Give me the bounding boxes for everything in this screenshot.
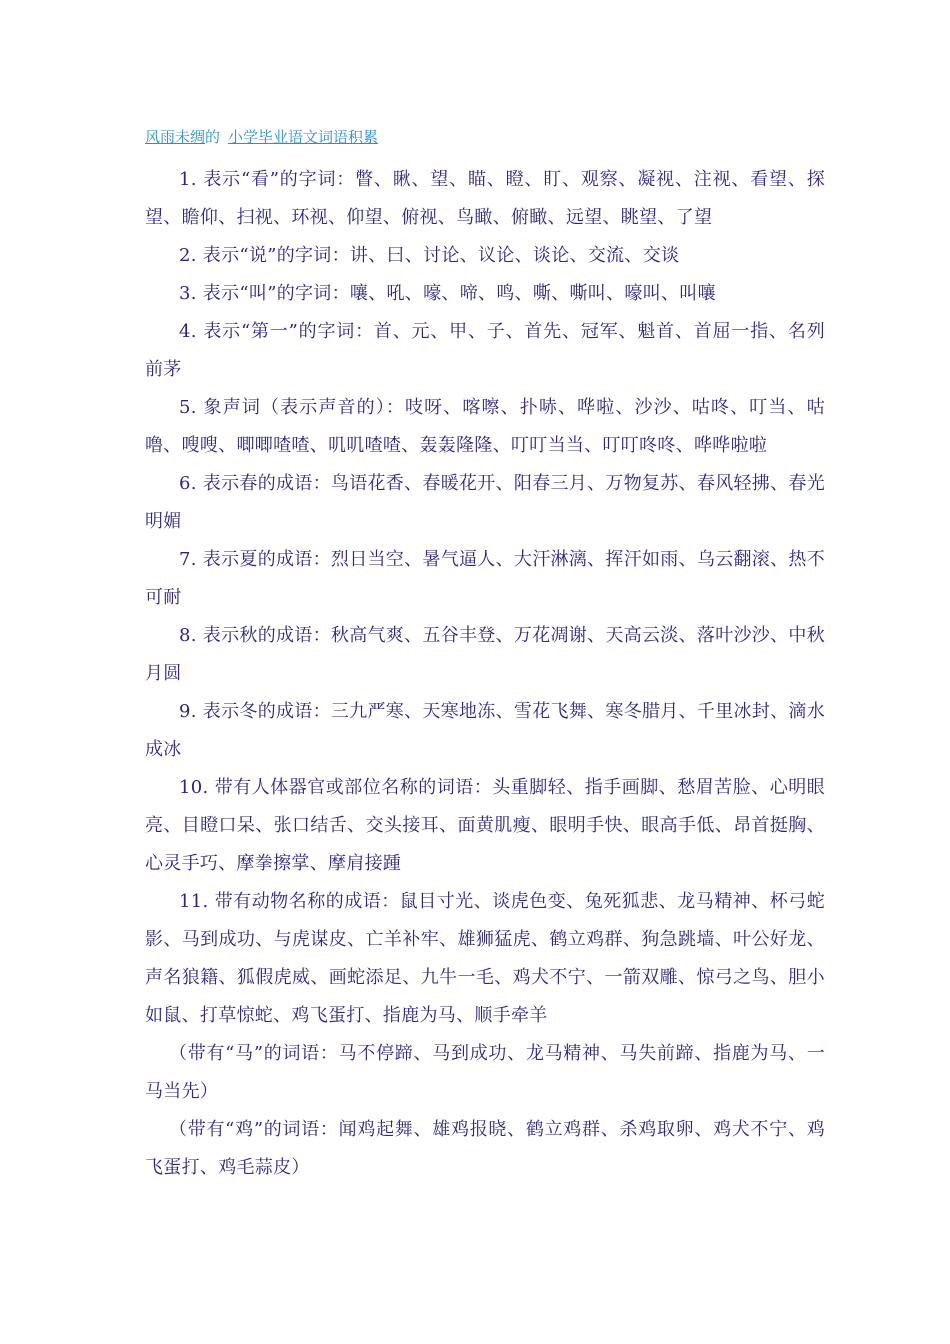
paragraph-9: 9. 表示冬的成语：三九严寒、天寒地冻、雪花飞舞、寒冬腊月、千里冰封、滴水成冰 <box>145 701 825 760</box>
paragraph-2: 2. 表示“说”的字词：讲、曰、讨论、议论、谈论、交流、交谈 <box>179 245 680 266</box>
note-chicken: （带有“鸡”的词语：闻鸡起舞、雄鸡报晓、鹤立鸡群、杀鸡取卵、鸡犬不宁、鸡飞蛋打、鸡毛蒜皮） <box>145 1119 825 1178</box>
header-connector: 的 <box>205 128 221 146</box>
document-content <box>145 125 825 1187</box>
paragraph-3: 3. 表示“叫”的字词：嚷、吼、嚎、啼、鸣、嘶、嘶叫、嚎叫、叫嚷 <box>179 283 716 304</box>
title-link[interactable]: 小学毕业语文词语积累 <box>228 128 379 146</box>
paragraph-11: 11. 带有动物名称的成语：鼠目寸光、谈虎色变、兔死狐悲、龙马精神、杯弓蛇影、马到成功、与虎谋皮、亡羊补牢、雄狮猛虎、鹤立鸡群、狗急跳墙、叶公好龙、声名狼籍、狐假虎威、画蛇添足、九牛一毛、鸡犬不宁、一箭双雕、惊弓之鸟、胆小如鼠、打草惊蛇、鸡飞蛋打、指鹿为马、顺手牵羊 <box>145 891 825 1026</box>
paragraph-8: 8. 表示秋的成语：秋高气爽、五谷丰登、万花凋谢、天高云淡、落叶沙沙、中秋月圆 <box>145 625 825 684</box>
paragraph-4: 4. 表示“第一”的字词：首、元、甲、子、首先、冠军、魁首、首屈一指、名列前茅 <box>145 321 825 380</box>
paragraph-6: 6. 表示春的成语：鸟语花香、春暖花开、阳春三月、万物复苏、春风轻拂、春光明媚 <box>145 473 825 532</box>
paragraph-1: 1. 表示“看”的字词：瞥、瞅、望、瞄、瞪、盯、观察、凝视、注视、看望、探望、瞻仰、扫视、环视、仰望、俯视、鸟瞰、俯瞰、远望、眺望、了望 <box>145 169 825 228</box>
author-link[interactable]: 风雨未绸 <box>145 128 206 146</box>
note-horse: （带有“马”的词语：马不停蹄、马到成功、龙马精神、马失前蹄、指鹿为马、一马当先） <box>145 1043 825 1102</box>
paragraph-7: 7. 表示夏的成语：烈日当空、暑气逼人、大汗淋漓、挥汗如雨、乌云翻滚、热不可耐 <box>145 549 825 608</box>
document-header <box>145 125 825 149</box>
paragraph-5: 5. 象声词（表示声音的）：吱呀、喀嚓、扑哧、哗啦、沙沙、咕咚、叮当、咕噜、嗖嗖、唧唧喳喳、叽叽喳喳、轰轰隆隆、叮叮当当、叮叮咚咚、哗哗啦啦 <box>145 397 825 456</box>
paragraph-10: 10. 带有人体器官或部位名称的词语：头重脚轻、指手画脚、愁眉苦脸、心明眼亮、目瞪口呆、张口结舌、交头接耳、面黄肌瘦、眼明手快、眼高手低、昂首挺胸、心灵手巧、摩拳擦掌、摩肩接踵 <box>145 777 825 874</box>
